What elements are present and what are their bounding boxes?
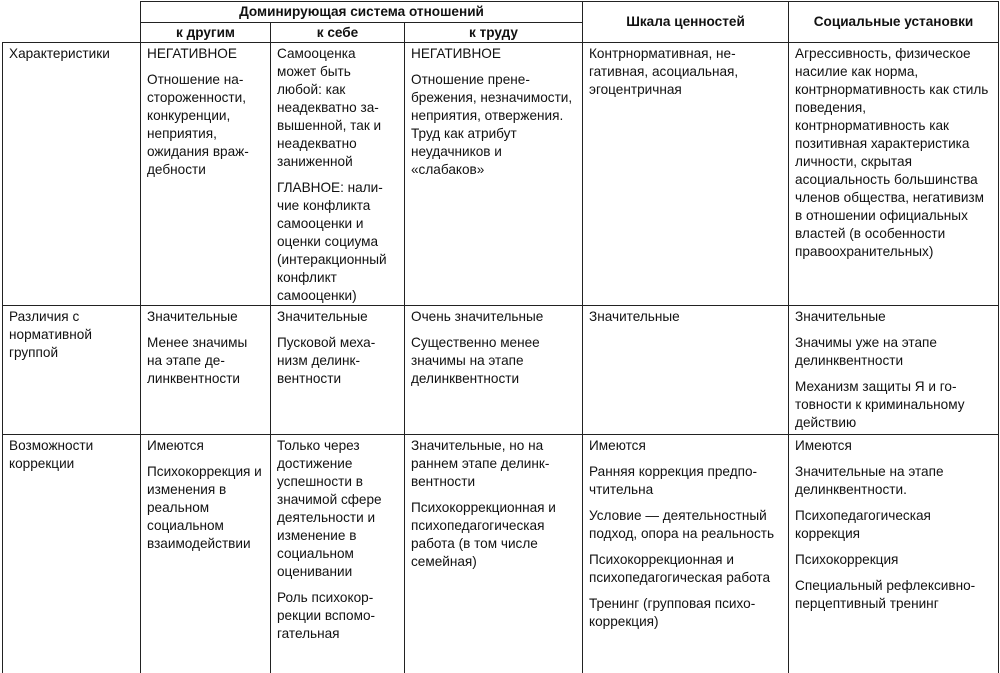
cell-text: Психокоррекционная и психопедагогическая работа (в том числе семейная) bbox=[411, 500, 556, 569]
header-work: к труду bbox=[405, 23, 583, 43]
cell-text: Только через достижение успешности в значимой сфере деятельности и изменение в социальном оценивании bbox=[277, 438, 382, 579]
cell-text: Значительные на этапе делинквентности. bbox=[795, 464, 944, 497]
cell-text: Роль психокоррекции вспомогательная bbox=[277, 590, 376, 641]
cell bbox=[405, 43, 583, 306]
cell-text: Значительные bbox=[795, 309, 886, 324]
cell bbox=[789, 43, 999, 306]
cell-text: Значительные bbox=[147, 309, 238, 324]
cell-text: Значительные bbox=[589, 309, 680, 324]
cell-text: Пусковой механизм делинквентности bbox=[277, 335, 376, 386]
cell-text: Имеются bbox=[795, 438, 852, 453]
cell bbox=[789, 435, 999, 673]
cell-text: Психокоррекция и изменения в реальном социальном взаимодействии bbox=[147, 464, 262, 551]
header-dominant: Доминирующая система отношений bbox=[141, 2, 583, 23]
cell bbox=[583, 43, 789, 306]
cell bbox=[789, 306, 999, 435]
corner-cell bbox=[3, 2, 141, 43]
cell-text: ГЛАВНОЕ: наличие конфликта самооценки и оценки социума (интеракционный конфликт самооценки) bbox=[277, 180, 387, 303]
cell-text: Отношение пренебрежения, незначимости, неприятия, отвержения. Труд как атрибут неудачников и «слабаков» bbox=[411, 72, 573, 177]
row-label: Возможности коррекции bbox=[3, 435, 141, 673]
cell-text: Психопедагогическая коррекция bbox=[795, 508, 931, 541]
comparison-table bbox=[2, 1, 999, 673]
cell-text: Тренинг (групповая психокоррекция) bbox=[589, 596, 756, 629]
cell bbox=[141, 43, 271, 306]
cell-text: Специальный рефлексивно-перцептивный тренинг bbox=[795, 578, 976, 611]
cell bbox=[271, 306, 405, 435]
cell-text: Отношение настороженности, конкуренции, неприятия, ожидания враждебности bbox=[147, 72, 249, 177]
cell-text: Очень значительные bbox=[411, 309, 544, 324]
cell-text: Условие — деятельностный подход, опора на реальность bbox=[589, 508, 775, 541]
header-social: Социальные установки bbox=[789, 2, 999, 43]
cell bbox=[583, 435, 789, 673]
cell bbox=[405, 306, 583, 435]
cell bbox=[141, 306, 271, 435]
cell-text: НЕГАТИВНОЕ bbox=[147, 46, 237, 61]
cell-text: Значительные bbox=[277, 309, 368, 324]
header-values: Шкала ценностей bbox=[583, 2, 789, 43]
cell-text: Агрессивность, физическое насилие как норма, контрнормативность как стиль поведения, контрнормативность как позитивная характеристика личности, скрытая асоциальность большинства членов общества, негативизм в отношении официальных властей (в особенности правоохранительных) bbox=[795, 46, 989, 259]
header-row-top bbox=[3, 2, 999, 23]
cell bbox=[583, 306, 789, 435]
cell-text: Значимы уже на этапе делинквентности bbox=[795, 335, 937, 368]
row-characteristics bbox=[3, 43, 999, 306]
cell-text: Имеются bbox=[589, 438, 646, 453]
cell-text: Самооценка может быть любой: как неадекватно завышенной, так и неадекватно заниженной bbox=[277, 46, 382, 169]
cell-text: Менее значимы на этапе делинквентности bbox=[147, 335, 248, 386]
cell-text: НЕГАТИВНОЕ bbox=[411, 46, 501, 61]
row-label: Характеристики bbox=[3, 43, 141, 306]
cell-text: Контрнормативная, негативная, асоциальная, эгоцентричная bbox=[589, 46, 739, 97]
header-others: к другим bbox=[141, 23, 271, 43]
cell-text: Значительные, но на раннем этапе делинквентности bbox=[411, 438, 550, 489]
row-differences bbox=[3, 306, 999, 435]
cell-text: Механизм защиты Я и готовности к криминальному действию bbox=[795, 379, 965, 430]
cell-text: Имеются bbox=[147, 438, 204, 453]
cell bbox=[141, 435, 271, 673]
cell bbox=[405, 435, 583, 673]
cell-text: Психокоррекционная и психопедагогическая работа bbox=[589, 552, 771, 585]
row-correction bbox=[3, 435, 999, 673]
cell bbox=[271, 435, 405, 673]
cell-text: Ранняя коррекция предпочтительна bbox=[589, 464, 758, 497]
cell bbox=[271, 43, 405, 306]
header-self: к себе bbox=[271, 23, 405, 43]
row-label: Различия с нормативной группой bbox=[3, 306, 141, 435]
cell-text: Существенно менее значимы на этапе делинквентности bbox=[411, 335, 540, 386]
cell-text: Психокоррекция bbox=[795, 552, 899, 567]
